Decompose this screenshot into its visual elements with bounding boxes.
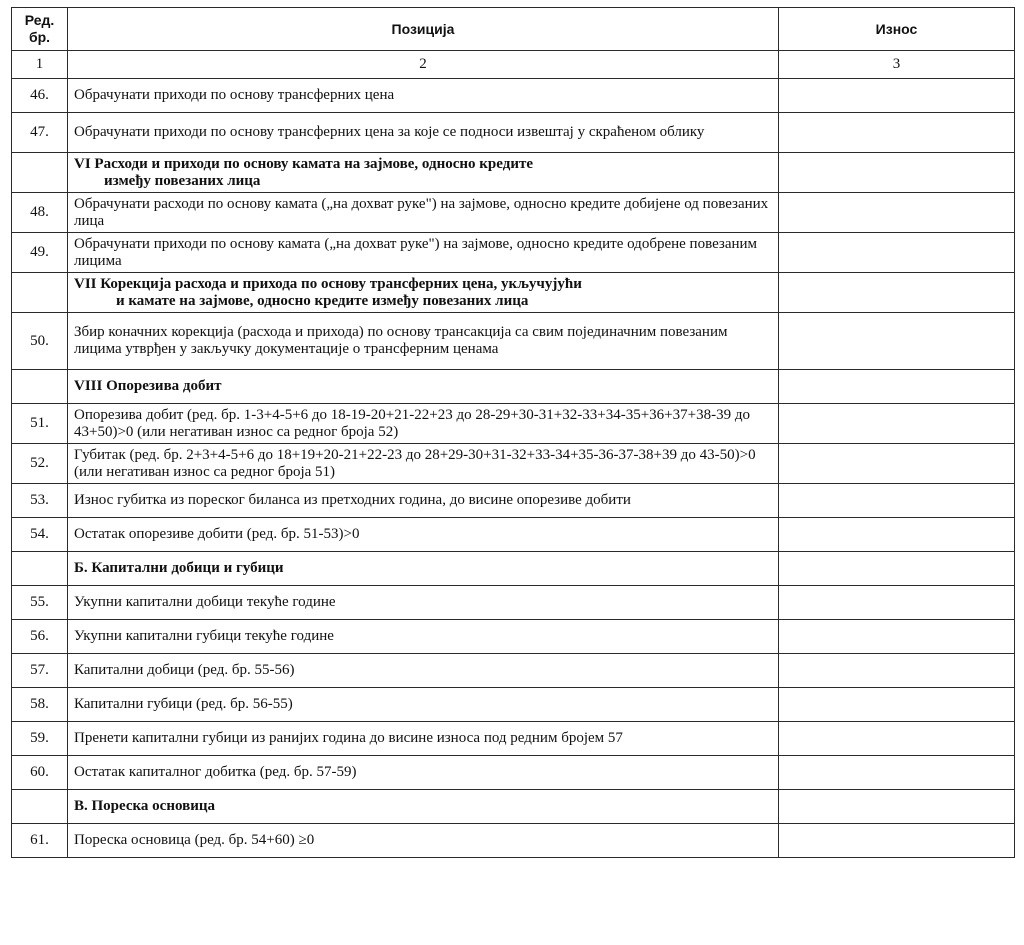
row-number: 53. (12, 484, 68, 518)
header-amount: Износ (779, 8, 1015, 51)
row-text: Капитални губици (ред. бр. 56-55) (68, 688, 779, 722)
table-row (12, 233, 1015, 273)
amount-cell[interactable] (779, 722, 1015, 756)
table-row (12, 313, 1015, 370)
column-number-row (12, 51, 1015, 79)
row-number: 48. (12, 193, 68, 233)
table-row (12, 722, 1015, 756)
amount-cell[interactable] (779, 313, 1015, 370)
amount-cell (779, 273, 1015, 313)
amount-cell[interactable] (779, 484, 1015, 518)
amount-cell[interactable] (779, 233, 1015, 273)
row-number: 59. (12, 722, 68, 756)
row-number: 51. (12, 404, 68, 444)
section-row (12, 790, 1015, 824)
row-number (12, 552, 68, 586)
column-number: 1 (12, 51, 68, 79)
section-heading: VII Корекција расхода и прихода по основу трансферних цена, укључујући и камате на зајмове, односно кредите између повезаних лица (68, 273, 779, 313)
row-text: Обрачунати расходи по основу камата („на дохват руке") на зајмове, односно кредите добијене од повезаних лица (68, 193, 779, 233)
header-row (12, 8, 1015, 51)
header-position: Позиција (68, 8, 779, 51)
amount-cell (779, 552, 1015, 586)
amount-cell[interactable] (779, 620, 1015, 654)
row-text: Пренети капитални губици из ранијих година до висине износа под редним бројем 57 (68, 722, 779, 756)
row-text: Збир коначних корекција (расхода и прихода) по основу трансакција са свим појединачним повезаним лицима утврђен у закључку документације о трансферним ценама (68, 313, 779, 370)
header-row-number: Ред. бр. (12, 8, 68, 51)
column-number: 3 (779, 51, 1015, 79)
amount-cell[interactable] (779, 586, 1015, 620)
section-row (12, 370, 1015, 404)
section-heading: VI Расходи и приходи по основу камата на зајмове, односно кредите између повезаних лица (68, 153, 779, 193)
row-text: Капитални добици (ред. бр. 55-56) (68, 654, 779, 688)
table-row (12, 756, 1015, 790)
table-row (12, 404, 1015, 444)
section-heading: VIII Опорезива добит (68, 370, 779, 404)
row-number: 56. (12, 620, 68, 654)
table-row (12, 484, 1015, 518)
row-text: Обрачунати приходи по основу трансферних цена за које се подноси извештај у скраћеном облику (68, 113, 779, 153)
section-row (12, 552, 1015, 586)
row-number: 60. (12, 756, 68, 790)
section-row (12, 153, 1015, 193)
amount-cell[interactable] (779, 688, 1015, 722)
row-number: 57. (12, 654, 68, 688)
section-row (12, 273, 1015, 313)
amount-cell[interactable] (779, 444, 1015, 484)
table-row (12, 113, 1015, 153)
row-number (12, 153, 68, 193)
amount-cell[interactable] (779, 756, 1015, 790)
table-row (12, 586, 1015, 620)
row-number (12, 790, 68, 824)
row-number: 58. (12, 688, 68, 722)
row-number: 61. (12, 824, 68, 858)
row-text: Опорезива добит (ред. бр. 1-3+4-5+6 до 18-19-20+21-22+23 до 28-29+30-31+32-33+34-35+36+37+38-39 до 43+50)>0 (или негативан износ са редног броја 52) (68, 404, 779, 444)
amount-cell[interactable] (779, 193, 1015, 233)
row-number: 50. (12, 313, 68, 370)
amount-cell (779, 153, 1015, 193)
amount-cell[interactable] (779, 79, 1015, 113)
row-text: Обрачунати приходи по основу трансферних цена (68, 79, 779, 113)
section-heading: В. Пореска основица (68, 790, 779, 824)
amount-cell (779, 790, 1015, 824)
row-number: 46. (12, 79, 68, 113)
amount-cell[interactable] (779, 654, 1015, 688)
row-number (12, 370, 68, 404)
row-number: 52. (12, 444, 68, 484)
amount-cell[interactable] (779, 404, 1015, 444)
row-text: Обрачунати приходи по основу камата („на дохват руке") на зајмове, односно кредите одобрене повезаним лицима (68, 233, 779, 273)
amount-cell[interactable] (779, 824, 1015, 858)
amount-cell[interactable] (779, 113, 1015, 153)
table-row (12, 620, 1015, 654)
amount-cell[interactable] (779, 518, 1015, 552)
table-row (12, 79, 1015, 113)
amount-cell (779, 370, 1015, 404)
row-text: Износ губитка из пореског биланса из претходних година, до висине опорезиве добити (68, 484, 779, 518)
row-text: Пореска основица (ред. бр. 54+60) ≥0 (68, 824, 779, 858)
row-number: 49. (12, 233, 68, 273)
table-row (12, 654, 1015, 688)
row-text: Остатак капиталног добитка (ред. бр. 57-59) (68, 756, 779, 790)
row-text: Укупни капитални губици текуће године (68, 620, 779, 654)
row-number: 55. (12, 586, 68, 620)
table-row (12, 444, 1015, 484)
column-number: 2 (68, 51, 779, 79)
table-row (12, 824, 1015, 858)
table-row (12, 688, 1015, 722)
table-row (12, 193, 1015, 233)
row-number: 47. (12, 113, 68, 153)
row-number: 54. (12, 518, 68, 552)
row-text: Укупни капитални добици текуће године (68, 586, 779, 620)
section-heading: Б. Капитални добици и губици (68, 552, 779, 586)
row-text: Губитак (ред. бр. 2+3+4-5+6 до 18+19+20-21+22-23 до 28+29-30+31-32+33-34+35-36-37-38+39 до 43-50)>0 (или негативан износ са редног броја 51) (68, 444, 779, 484)
row-text: Остатак опорезиве добити (ред. бр. 51-53)>0 (68, 518, 779, 552)
row-number (12, 273, 68, 313)
table-row (12, 518, 1015, 552)
tax-balance-table (11, 7, 1015, 858)
